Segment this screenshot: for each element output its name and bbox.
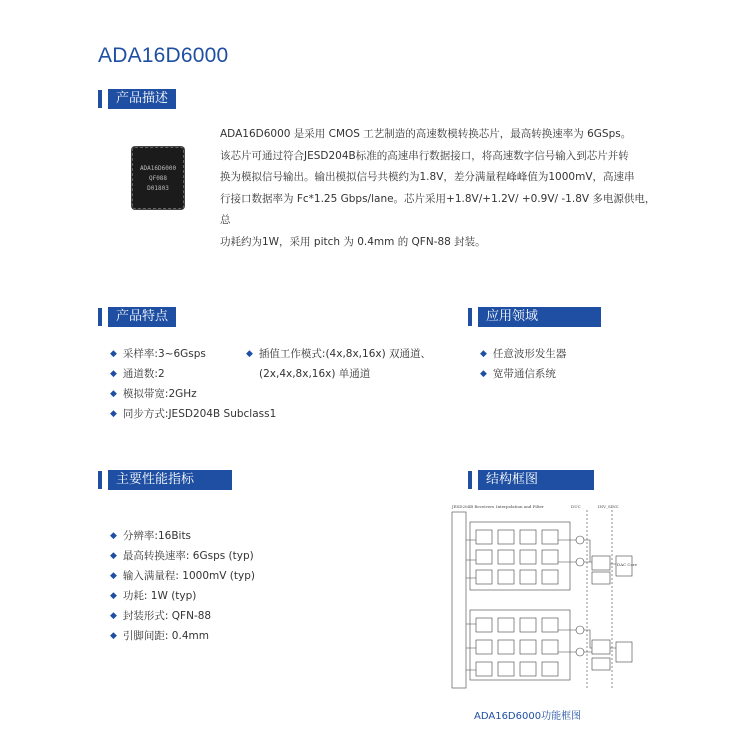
list-item: ◆ 采样率:3~6Gsps <box>110 344 276 364</box>
specs-list <box>110 526 255 646</box>
block-diagram <box>440 500 640 695</box>
diagram-label-duc: DUC <box>571 504 581 509</box>
description-line: ADA16D6000 是采用 CMOS 工艺制造的高速数模转换芯片，最高转换速率为 6GSps。 <box>220 128 632 140</box>
diamond-bullet-icon: ◆ <box>110 551 117 561</box>
features-list-right <box>246 344 431 384</box>
list-item-continuation: (2x,4x,8x,16x) 单通道 <box>259 368 371 380</box>
section-header-description: 产品描述 <box>98 89 176 109</box>
section-header-specs: 主要性能指标 <box>98 470 232 490</box>
description-line: 行接口数据率为 Fc*1.25 Gbps/lane。芯片采用+1.8V/+1.2V/ +0.9V/ -1.8V 多电源供电，总 <box>220 192 656 226</box>
section-header-features: 产品特点 <box>98 307 176 327</box>
description-line: 该芯片可通过符合JESD204B标准的高速串行数据接口，将高速数字信号输入到芯片并转 <box>220 149 629 162</box>
list-item: ◆ 通道数:2 <box>110 364 276 384</box>
diamond-bullet-icon: ◆ <box>110 409 117 419</box>
diagram-label-dac: DAC Core <box>617 562 638 567</box>
chip-label-2: QF088 <box>148 175 168 182</box>
list-item: ◆ 同步方式:JESD204B Subclass1 <box>110 404 276 424</box>
list-item: ◆ 插值工作模式:(4x,8x,16x) 双通道、 <box>246 344 431 364</box>
product-description <box>220 124 660 253</box>
section-header-applications: 应用领域 <box>468 307 601 327</box>
diamond-bullet-icon: ◆ <box>110 389 117 399</box>
applications-list <box>480 344 566 384</box>
diamond-bullet-icon: ◆ <box>110 591 117 601</box>
list-item: ◆ 引脚间距: 0.4mm <box>110 626 255 646</box>
chip-image <box>132 147 184 209</box>
chip-label-1: ADA16D6000 <box>139 165 177 172</box>
list-item: ◆ 任意波形发生器 <box>480 344 566 364</box>
diagram-label-sinc: INV_SINC <box>598 504 619 509</box>
chip-label-3: D01803 <box>147 185 169 192</box>
list-item: ◆ 功耗: 1W (typ) <box>110 586 255 606</box>
list-item: ◆ 分辨率:16Bits <box>110 526 255 546</box>
diagram-label-receivers: JESD204B Receivers <box>452 504 495 509</box>
list-item: ◆ 宽带通信系统 <box>480 364 566 384</box>
list-item: ◆ 输入满量程: 1000mV (typ) <box>110 566 255 586</box>
description-line: 换为模拟信号输出。输出模拟信号共模约为1.8V，差分满量程峰峰值为1000mV，高速串 <box>220 171 635 183</box>
diamond-bullet-icon: ◆ <box>480 349 487 359</box>
diagram-label-interp: Interpolation and Filter <box>496 504 544 509</box>
list-item: ◆ 最高转换速率: 6Gsps (typ) <box>110 546 255 566</box>
list-item: ◆ 封装形式: QFN-88 <box>110 606 255 626</box>
diamond-bullet-icon: ◆ <box>246 349 253 359</box>
diamond-bullet-icon: ◆ <box>110 631 117 641</box>
description-line: 功耗约为1W，采用 pitch 为 0.4mm 的 QFN-88 封装。 <box>220 235 486 248</box>
diamond-bullet-icon: ◆ <box>480 369 487 379</box>
diamond-bullet-icon: ◆ <box>110 369 117 379</box>
diagram-caption: ADA16D6000功能框图 <box>474 711 582 722</box>
diamond-bullet-icon: ◆ <box>110 349 117 359</box>
list-item: ◆ 模拟带宽:2GHz <box>110 384 276 404</box>
diamond-bullet-icon: ◆ <box>110 611 117 621</box>
diamond-bullet-icon: ◆ <box>110 531 117 541</box>
diamond-bullet-icon: ◆ <box>110 571 117 581</box>
section-header-block-diagram: 结构框图 <box>468 470 594 490</box>
page-title: ADA16D6000 <box>98 44 229 67</box>
